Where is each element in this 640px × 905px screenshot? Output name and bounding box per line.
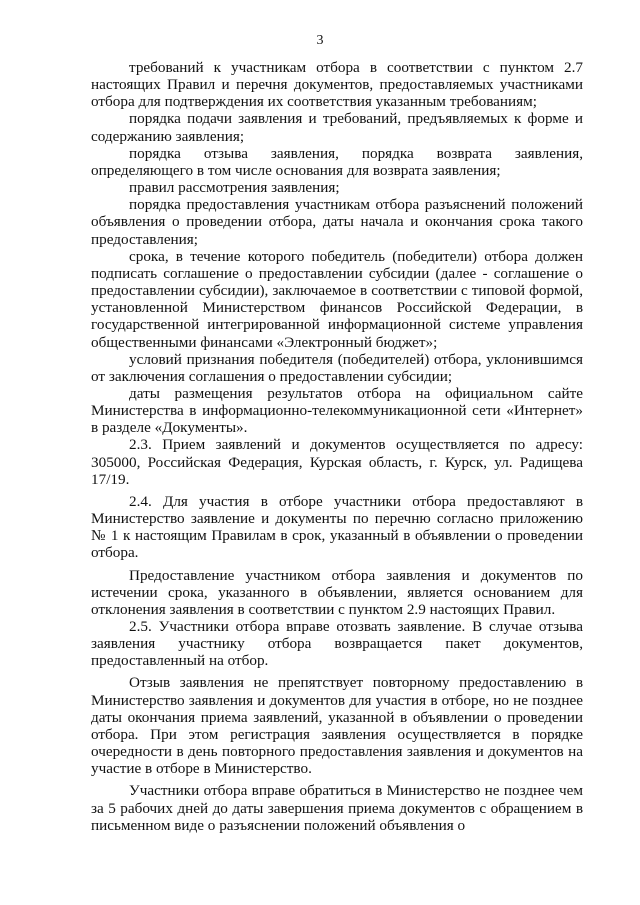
paragraph-requirements-list: требований к участникам отбора в соответствии с пунктом 2.7 настоящих Правил и перечня документов, предоставляемых участниками отбора для подтверждения их соответствия указанным требованиям; [91,59,583,111]
paragraph-2-3: 2.3. Прием заявлений и документов осуществляется по адресу: 305000, Российская Федерация, Курская область, г. Курск, ул. Радищева 17/19. [91,436,583,488]
page-number: 3 [316,33,324,48]
document-body [91,59,583,834]
paragraph-clarification-request: Участники отбора вправе обратиться в Министерство не позднее чем за 5 рабочих дней до даты завершения приема документов с обращением в письменном виде о разъяснении положений объявления о [91,782,583,834]
paragraph-2-5: 2.5. Участники отбора вправе отозвать заявление. В случае отзыва заявления участнику отбора возвращается пакет документов, предоставленный на отбор. [91,618,583,670]
paragraph-review-rules: правил рассмотрения заявления; [129,179,340,197]
paragraph-late-submission: Предоставление участником отбора заявления и документов по истечении срока, указанного в объявлении, является основанием для отклонения заявления в соответствии с пунктом 2.9 настоящих Правил. [91,566,583,618]
paragraph-evasion-conditions: условий признания победителя (победителей) отбора, уклонившимся от заключения соглашения о предоставлении субсидии; [91,350,583,385]
paragraph-results-date: даты размещения результатов отбора на официальном сайте Министерства в информационно-телекоммуникационной сети «Интернет» в разделе «Документы». [91,384,583,437]
paragraph-clarifications: порядка предоставления участникам отбора разъяснений положений объявления о проведении отбора, даты начала и окончания срока такого предоставления; [91,196,583,248]
paragraph-2-4: 2.4. Для участия в отборе участники отбора предоставляют в Министерство заявление и документы по перечню согласно приложению № 1 к настоящим Правилам в срок, указанный в объявлении о проведении отбора. [91,492,583,562]
paragraph-withdrawal-effect: Отзыв заявления не препятствует повторному предоставлению в Министерство заявления и документов для участия в отборе, но не позднее даты окончания приема заявлений, указанной в объявлении о проведении отбора. При этом регистрация заявления осуществляется в порядке очередности в день повторного предоставления заявления и документов на участие в отборе в Министерство. [91,674,583,778]
paragraph-agreement-term: срока, в течение которого победитель (победители) отбора должен подписать соглашение о предоставлении субсидии (далее - соглашение о предоставлении субсидии), заключаемое в соответствии с типовой формой, установленной Министерством финансов Российской Федерации, в государственной интегрированной информационной системе управления общественными финансами «Электронный бюджет»; [91,247,583,351]
paragraph-withdrawal-order: порядка отзыва заявления, порядка возврата заявления, определяющего в том числе основания для возврата заявления; [91,144,583,179]
paragraph-submission-order: порядка подачи заявления и требований, предъявляемых к форме и содержанию заявления; [91,110,583,145]
